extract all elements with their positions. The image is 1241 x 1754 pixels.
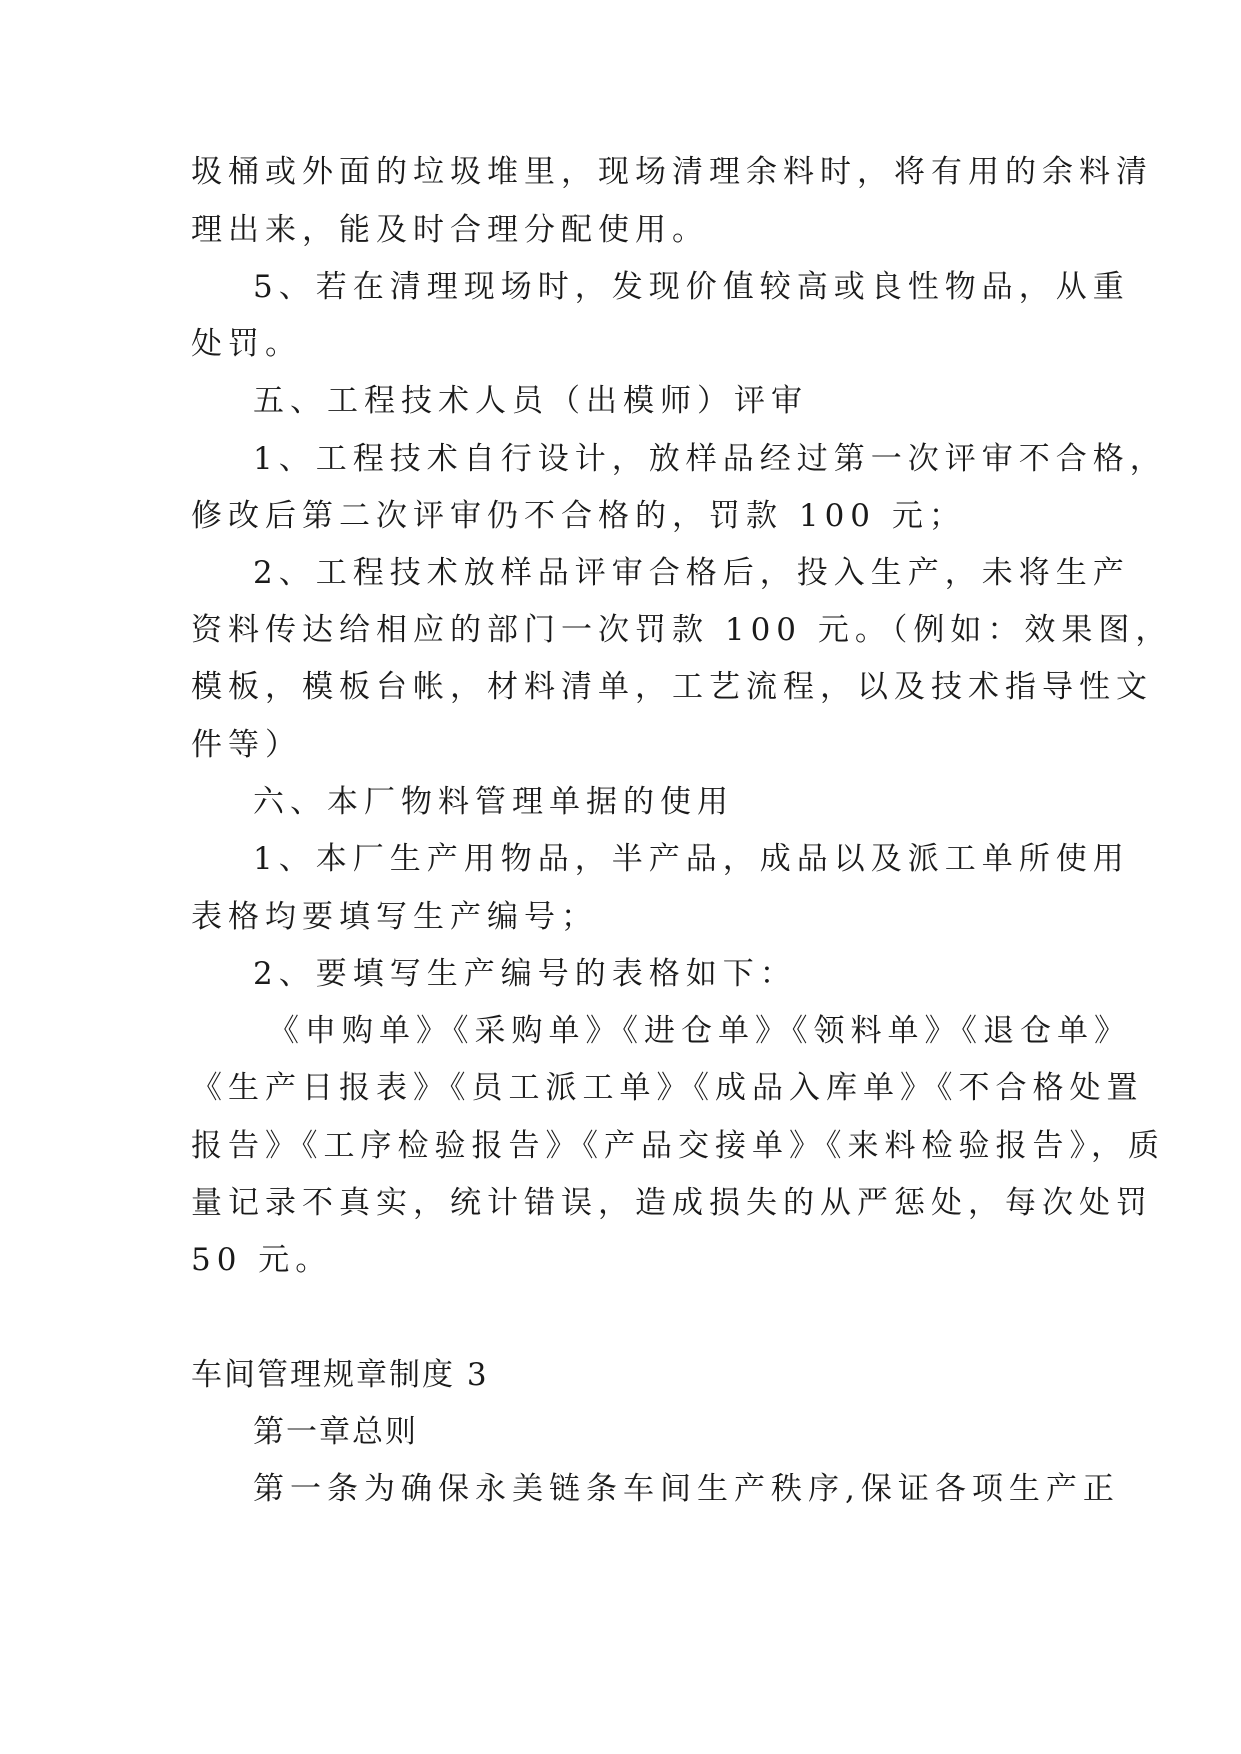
section-heading: 五、工程技术人员（出模师）评审 xyxy=(253,383,808,419)
paragraph-line: 报告》《工序检验报告》《产品交接单》《来料检验报告》，质 xyxy=(191,1128,1165,1164)
paragraph-line: 件等） xyxy=(191,727,302,763)
paragraph-line: 资料传达给相应的部门一次罚款 100 元。（例如：效果图， xyxy=(191,612,1173,648)
paragraph-line: 修改后第二次评审仍不合格的，罚款 100 元； xyxy=(191,498,966,534)
paragraph-line: 《生产日报表》《员工派工单》《成品入库单》《不合格处置 xyxy=(191,1070,1144,1106)
paragraph-line: 处罚。 xyxy=(191,326,302,362)
paragraph-line: 表格均要填写生产编号； xyxy=(191,899,598,935)
paragraph-line: 5、若在清理现场时，发现价值较高或良性物品，从重 xyxy=(253,269,1130,305)
paragraph-line: 1、工程技术自行设计，放样品经过第一次评审不合格， xyxy=(253,441,1167,477)
section-heading: 六、本厂物料管理单据的使用 xyxy=(253,784,734,820)
document-title: 车间管理规章制度 3 xyxy=(191,1357,489,1393)
paragraph-line: 《申购单》《采购单》《进仓单》《领料单》《退仓单》 xyxy=(268,1013,1131,1049)
paragraph-line: 圾桶或外面的垃圾堆里，现场清理余料时，将有用的余料清 xyxy=(191,154,1153,190)
paragraph-line: 50 元。 xyxy=(191,1242,333,1278)
paragraph-line: 第一条为确保永美链条车间生产秩序,保证各项生产正 xyxy=(253,1471,1120,1507)
paragraph-line: 模板，模板台帐，材料清单，工艺流程，以及技术指导性文 xyxy=(191,669,1153,705)
paragraph-line: 1、本厂生产用物品，半产品，成品以及派工单所使用 xyxy=(253,841,1130,877)
paragraph-line: 2、工程技术放样品评审合格后，投入生产，未将生产 xyxy=(253,555,1130,591)
paragraph-line: 理出来，能及时合理分配使用。 xyxy=(191,212,709,248)
paragraph-line: 量记录不真实，统计错误，造成损失的从严惩处，每次处罚 xyxy=(191,1185,1153,1221)
paragraph-line: 2、要填写生产编号的表格如下： xyxy=(253,956,797,992)
chapter-heading: 第一章总则 xyxy=(253,1414,418,1450)
